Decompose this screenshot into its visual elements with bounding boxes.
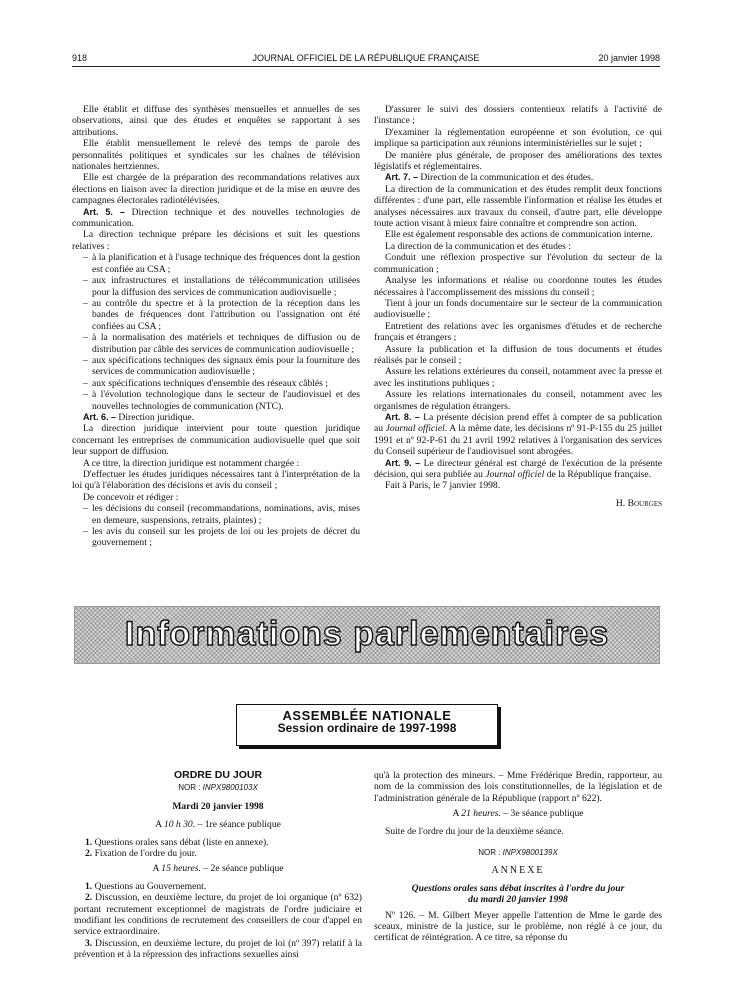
paragraph: La direction juridique intervient pour toute question juridique concernant les entreprises de communication audiovisuelle quel que soit leur support de diffusion. <box>72 423 360 458</box>
nor-label: NOR : <box>478 848 503 858</box>
column-top-right <box>374 104 662 509</box>
session-time: 21 heures. <box>461 808 501 820</box>
paragraph: Elle établit et diffuse des synthèses mensuelles et annuelles de ses observations, ainsi que des études et enquêtes se rapportant à ses attributions. <box>72 104 360 138</box>
session-label: – 3e séance publique <box>500 808 584 820</box>
item-number: 1. <box>85 836 93 848</box>
session-prefix: A <box>452 808 462 820</box>
session-label: – 1re séance publique <box>195 819 281 831</box>
questions-title-line: Questions orales sans débat inscrites à l'ordre du jour <box>411 882 625 894</box>
journal-title: JOURNAL OFFICIEL DE LA RÉPUBLIQUE FRANÇAISE <box>252 53 480 63</box>
list-item: – à l'évolution technologique dans le secteur de l'audiovisuel et des nouvelles technologies de communication (NTC). <box>83 389 360 412</box>
issue-date: 20 janvier 1998 <box>598 53 660 63</box>
agenda-item <box>74 881 362 892</box>
article-text: Le directeur général est chargé de l'exécution de la présente décision, qui sera publiée au <box>374 457 662 480</box>
nor-label: NOR : <box>178 783 203 793</box>
paragraph: La direction de la communication et des études remplit deux fonctions différentes : d'une part, elle rassemble l'information et réalise les études et analyses nécessaires aux travaux du conseil, d'autre part, elle développe toute action visant à mieux faire connaître et comprendre son action. <box>374 183 662 230</box>
paragraph: Conduit une réflexion prospective sur l'évolution du secteur de la communication ; <box>374 252 662 275</box>
paragraph: D'effectuer les études juridiques nécessaires tant à l'interprétation de la loi qu'à l'élaboration des décisions et avis du conseil ; <box>72 469 360 492</box>
journal-name: Journal officiel <box>485 469 545 480</box>
questions-title <box>374 883 662 906</box>
agenda-item <box>74 848 362 859</box>
item-text: Discussion, en deuxième lecture, du projet de loi organique (nº 632) portant recrutement exceptionnel de magistrats de l'ordre judiciaire et modifiant les conditions de recrutement des conseillers de cour d'appel en service extraordinaire. <box>74 892 362 938</box>
questions-title-line: du mardi 20 janvier 1998 <box>468 894 568 906</box>
paragraph: A ce titre, la direction juridique est notamment chargée : <box>83 457 300 469</box>
article-7 <box>374 172 662 183</box>
agenda-list <box>74 837 362 860</box>
banner-title: Informations parlementaires <box>124 615 610 654</box>
article-title: Direction technique et des nouvelles technologies de communication. <box>72 206 360 230</box>
nor-code: INPX9800103X <box>202 783 258 793</box>
dash-list <box>72 252 360 412</box>
paragraph: La direction de la communication et des études : <box>385 240 571 252</box>
paragraph: qu'à la protection des mineurs. – Mme Frédérique Bredin, rapporteur, au nom de la commission des lois constitutionnelles, de la législation et de l'administration générale de la République (rapport nº 622). <box>374 770 662 804</box>
agenda-day: Mardi 20 janvier 1998 <box>172 800 264 812</box>
assembly-name: ASSEMBLÉE NATIONALE <box>282 708 452 723</box>
article-text: . A la même date, les décisions nº 91-P-155 du 25 juillet 1991 et nº 92-P-61 du 21 avril 1992 relatives à l'organisation des services du Conseil supérieur de l'audiovisuel sont abrogées. <box>374 423 662 458</box>
paragraph: Analyse les informations et réalise ou coordonne toutes les études nécessaires à l'accomplissement des missions du conseil ; <box>374 275 662 298</box>
paragraph: Assure les relations extérieures du conseil, notamment avec la presse et avec les institutions publiques ; <box>374 366 662 389</box>
item-number: 1. <box>85 880 93 892</box>
article-8 <box>374 412 662 458</box>
place-date: Fait à Paris, le 7 janvier 1998. <box>385 480 501 492</box>
page-header <box>72 52 660 67</box>
column-bottom-left <box>74 770 362 961</box>
agenda-heading: ORDRE DU JOUR <box>173 769 263 781</box>
item-number: 2. <box>85 892 93 904</box>
assembly-box <box>236 704 498 746</box>
section-banner <box>74 606 660 664</box>
agenda-list <box>74 881 362 961</box>
nor-code: INPX9800139X <box>502 848 558 858</box>
list-item: – aux infrastructures et installations de télécommunication utilisées pour la diffusion des services de communication audiovisuelle ; <box>83 275 360 298</box>
article-label: Art. 7. – <box>385 172 419 183</box>
column-top-left <box>72 104 360 549</box>
paragraph: Entretient des relations avec les organismes d'études et de recherche français et étrangers ; <box>374 320 662 344</box>
item-text: Discussion, en deuxième lecture, du projet de loi (nº 397) relatif à la prévention et à la répression des infractions sexuelles ainsi <box>74 937 362 961</box>
paragraph: Elle établit mensuellement le relevé des temps de parole des personnalités politiques et syndicales sur les chaînes de télévision nationales hertziennes. <box>72 138 360 173</box>
list-item: – au contrôle du spectre et à la protection de la réception dans les bandes de fréquences dont l'attribution ou l'assignation ont été confiées au CSA ; <box>83 298 360 332</box>
article-9 <box>374 458 662 481</box>
article-text: de la République française. <box>544 469 652 480</box>
paragraph: D'examiner la réglementation européenne et son évolution, ce qui implique sa participation aux réunions interministérielles sur le sujet ; <box>374 126 662 150</box>
session-3 <box>374 808 662 819</box>
paragraph: D'assurer le suivi des dossiers contentieux relatifs à l'activité de l'instance ; <box>374 104 662 127</box>
dash-list <box>72 503 360 549</box>
agenda-item <box>74 892 362 938</box>
session-time: 15 heures. <box>161 863 201 875</box>
list-item: – à la planification et à l'usage technique des fréquences dont la gestion est confiée au CSA ; <box>83 252 360 275</box>
article-6 <box>72 412 360 423</box>
session-prefix: A <box>152 863 162 875</box>
article-label: Art. 5. – <box>83 206 125 217</box>
article-title: Direction juridique. <box>116 411 195 423</box>
paragraph: De manière plus générale, de proposer des améliorations des textes législatifs et réglementaires. <box>374 149 662 173</box>
journal-name: Journal officiel <box>385 423 445 435</box>
nor-reference <box>74 782 362 793</box>
item-text: Questions au Gouvernement. <box>92 880 207 892</box>
paragraph: Tient à jour un fonds documentaire sur le secteur de la communication audiovisuelle ; <box>374 297 662 321</box>
session-title: Session ordinaire de 1997-1998 <box>277 721 457 736</box>
item-number: 3. <box>85 937 93 949</box>
paragraph: Assure les relations internationales du conseil, notamment avec les organismes de régulation étrangers. <box>374 389 662 412</box>
session-1 <box>74 819 362 830</box>
agenda-item <box>74 837 362 848</box>
annex-heading: ANNEXE <box>491 865 545 877</box>
agenda-item <box>74 938 362 961</box>
article-label: Art. 9. – <box>385 457 421 468</box>
paragraph: Elle est également responsable des actions de communication interne. <box>385 229 653 241</box>
paragraph: Elle est chargée de la préparation des recommandations relatives aux élections en liaison avec la direction juridique et de la mise en œuvre des campagnes électorales radiotélévisées. <box>72 172 360 207</box>
article-label: Art. 8. – <box>385 411 420 422</box>
list-item: – à la normalisation des matériels et techniques de diffusion ou de distribution par câble des services de communication audiovisuelle ; <box>83 332 360 355</box>
nor-reference <box>374 847 662 858</box>
article-5 <box>72 207 360 230</box>
article-title: Direction de la communication et des études. <box>418 172 594 184</box>
item-text: Questions orales sans débat (liste en annexe). <box>92 836 269 848</box>
item-number: 2. <box>85 848 93 860</box>
list-item: – aux spécifications techniques des signaux émis pour la fourniture des services de communication audiovisuelle ; <box>83 355 360 378</box>
paragraph: La direction technique prépare les décisions et suit les questions relatives : <box>72 229 360 252</box>
list-item: – les décisions du conseil (recommandations, nominations, avis, mises en demeure, suspensions, retraits, plaintes) ; <box>83 503 360 526</box>
column-bottom-right <box>374 770 662 944</box>
signature: H. Bourges <box>615 497 662 509</box>
session-prefix: A <box>155 819 164 831</box>
paragraph: Assure la publication et la diffusion de tous documents et études réalisés par le conseil ; <box>374 343 662 366</box>
paragraph: Suite de l'ordre du jour de la deuxième séance. <box>385 825 564 837</box>
paragraph: De concevoir et rédiger : <box>83 491 179 503</box>
list-item: – aux spécifications techniques d'ensemble des réseaux câblés ; <box>83 378 360 389</box>
article-text: La présente décision prend effet à compter de sa publication au <box>374 411 662 435</box>
session-time: 10 h 30. <box>163 819 196 831</box>
session-2 <box>74 863 362 874</box>
item-text: Fixation de l'ordre du jour. <box>92 848 197 860</box>
page-number: 918 <box>72 53 88 63</box>
article-label: Art. 6. – <box>83 411 117 422</box>
list-item: – les avis du conseil sur les projets de loi ou les projets de décret du gouvernement ; <box>83 526 360 549</box>
session-label: – 2e séance publique <box>200 863 284 875</box>
paragraph: Nº 126. – M. Gilbert Meyer appelle l'attention de Mme le garde des sceaux, ministre de la justice, sur le problème, non réglé à ce jour, du certificat de réintégration. A ce titre, sa réponse du <box>374 909 662 944</box>
